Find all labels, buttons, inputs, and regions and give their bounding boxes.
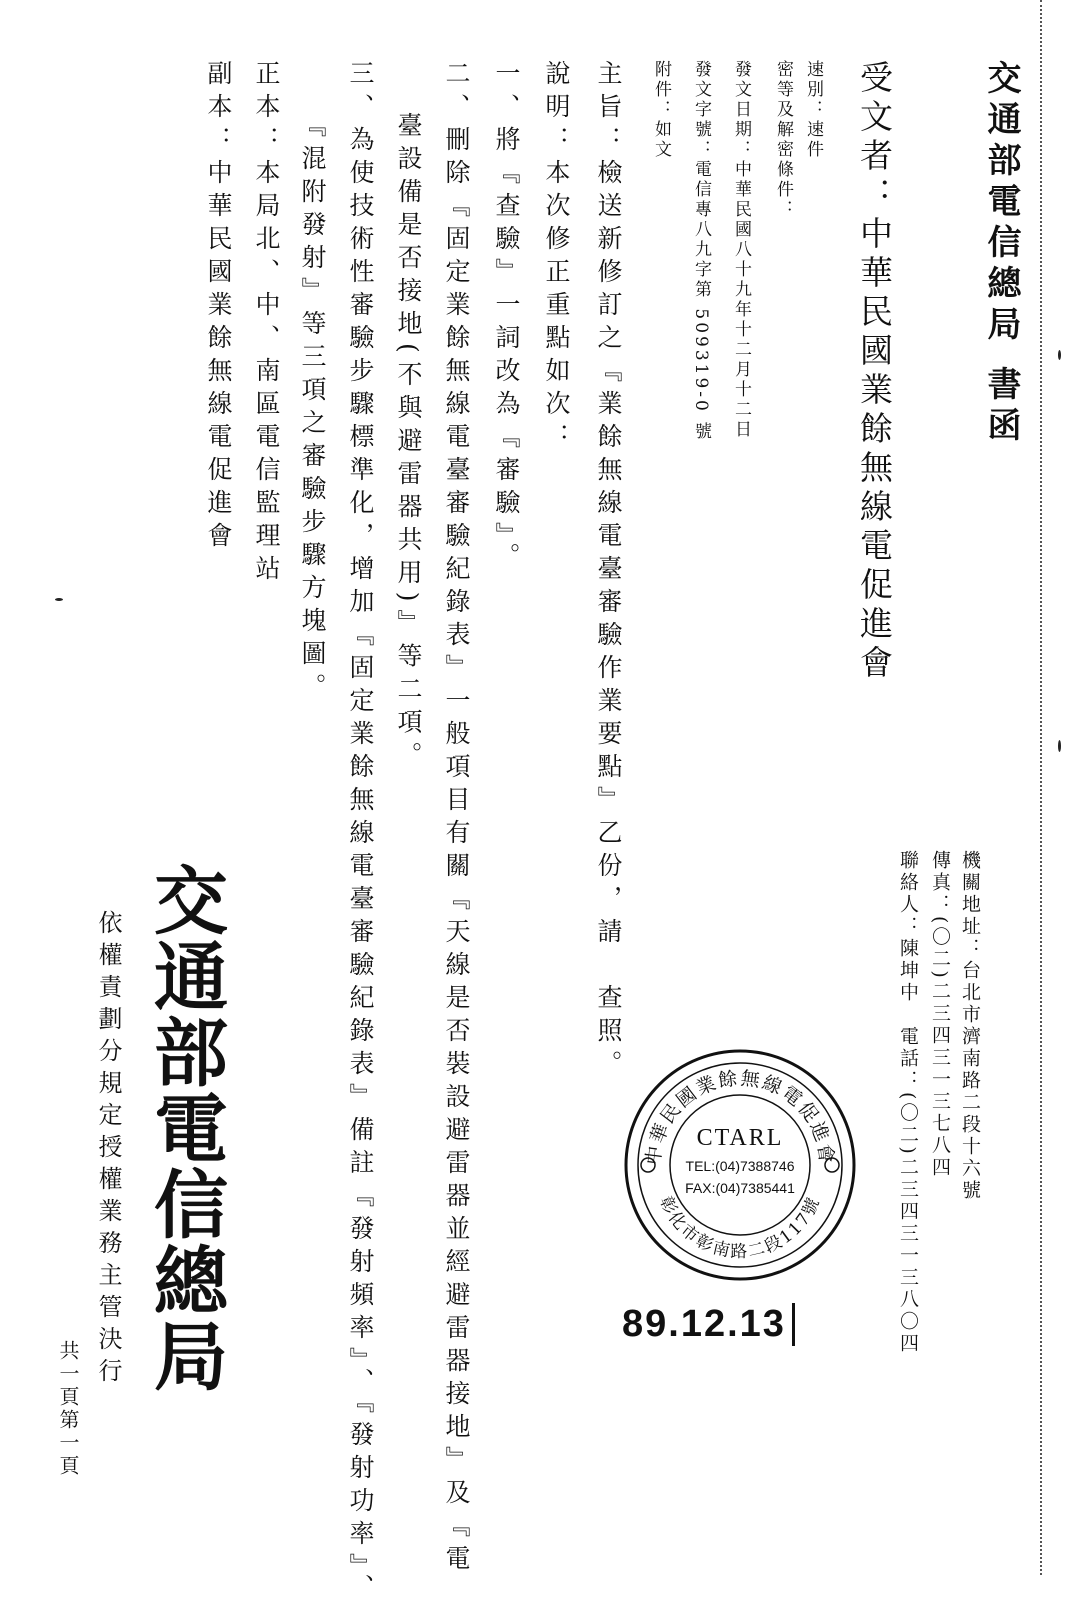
attachment-field: 附件：如文 [651, 60, 671, 160]
scan-speck [55, 598, 63, 601]
seal-tel: TEL:(04)7388746 [685, 1158, 795, 1174]
date-stamp: 89.12.13 [622, 1303, 795, 1346]
fax-number: 傳真：(〇二)二三四三一三七八四 [929, 850, 951, 1179]
explanation-item-1: 一、將『查驗』一詞改為『審驗』。 [492, 60, 521, 576]
authorization-note: 依權責劃分規定授權業務主管決行 [94, 910, 122, 1390]
explanation-item-2: 二、刪除『固定業餘無線電臺審驗紀錄表』一般項目有關『天線是否裝設避雷器並經避雷器接地』及『電 [442, 60, 471, 1578]
speed-field: 速別：速件 [803, 60, 823, 160]
scan-speck [1058, 350, 1061, 360]
document-title: 交通部電信總局 書函 [981, 60, 1021, 448]
explanation-heading: 說明：本次修正重點如次： [542, 60, 571, 456]
scan-speck [1058, 740, 1061, 752]
seal-fax: FAX:(04)7385441 [685, 1180, 795, 1196]
copy-recipients: 副本：中華民國業餘無線電促進會 [204, 60, 233, 555]
secrecy-field: 密等及解密條件： [773, 60, 793, 220]
issue-date: 發文日期：中華民國八十九年十二月十二日 [731, 60, 751, 440]
document-number: 發文字號：電信專八九字第 509319-0 號 [691, 60, 711, 443]
original-recipients: 正本：本局北、中、南區電信監理站 [252, 60, 281, 588]
association-seal [620, 1045, 860, 1285]
agency-address: 機關地址：台北市濟南路二段十六號 [959, 850, 981, 1202]
scan-edge-line [1040, 0, 1042, 1575]
page-number: 共一頁第一頁 [56, 1340, 80, 1478]
svg-text:彰化市彰南路二段117號 [655, 1193, 824, 1262]
subject-line: 主旨：檢送新修訂之『業餘無線電臺審驗作業要點』乙份，請 查照。 [594, 60, 623, 1083]
seal-org-name: 中華民國業餘無線電促進會 [642, 1067, 838, 1167]
explanation-item-2-cont: 臺設備是否接地(不與避雷器共用)』等二項。 [394, 112, 423, 775]
seal-address: 彰化市彰南路二段117號 [655, 1193, 825, 1263]
contact-person: 聯絡人：陳坤中 電話：(〇二)二三四三一三八〇四 [897, 850, 919, 1355]
explanation-item-3-cont: 『混附發射』等三項之審驗步驟方塊圖。 [298, 112, 327, 706]
issuing-authority-seal: 交通部電信總局 [142, 862, 228, 1394]
recipient: 受文者：中華民國業餘無線電促進會 [855, 60, 894, 684]
seal-abbr: CTARL [696, 1125, 784, 1151]
explanation-item-3: 三、為使技術性審驗步驟標準化，增加『固定業餘無線電臺審驗紀錄表』備註『發射頻率』、『發射功率』、 [346, 60, 375, 1607]
